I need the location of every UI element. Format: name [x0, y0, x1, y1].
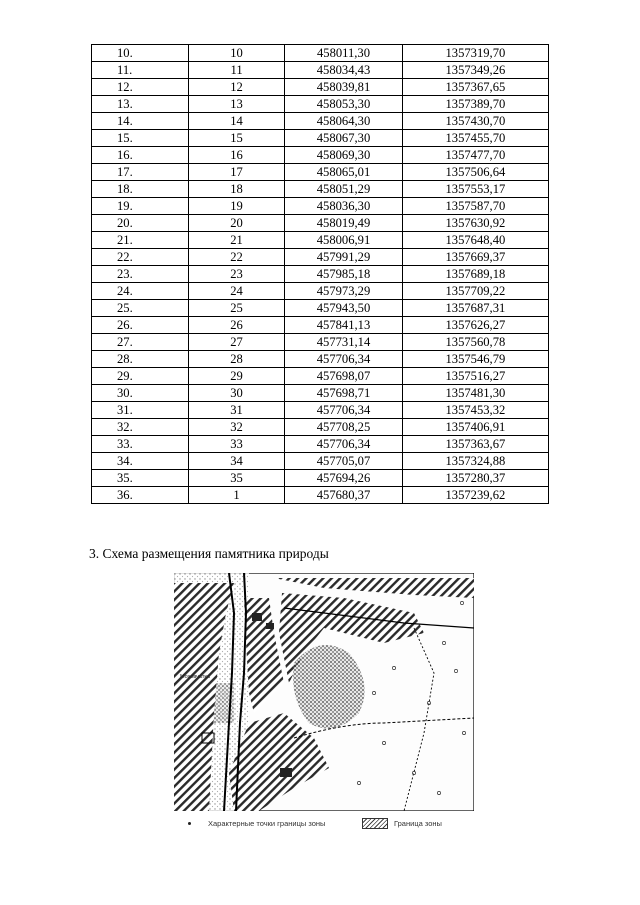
table-cell: 457985,18	[285, 266, 403, 283]
table-cell: 34	[188, 453, 284, 470]
table-row	[92, 249, 549, 266]
table-cell: 11	[188, 62, 284, 79]
table-row	[92, 334, 549, 351]
table-cell: 31.	[92, 402, 189, 419]
table-cell: 29	[188, 368, 284, 385]
table-cell: 10	[188, 45, 284, 62]
table-row	[92, 351, 549, 368]
table-cell: 457706,34	[285, 351, 403, 368]
table-cell: 458067,30	[285, 130, 403, 147]
table-cell: 18	[188, 181, 284, 198]
table-row	[92, 45, 549, 62]
table-cell: 27	[188, 334, 284, 351]
table-row	[92, 215, 549, 232]
table-cell: 19	[188, 198, 284, 215]
table-cell: 458011,30	[285, 45, 403, 62]
table-cell: 457706,34	[285, 402, 403, 419]
table-cell: 1357477,70	[402, 147, 548, 164]
table-cell: 32.	[92, 419, 189, 436]
table-cell: 458019,49	[285, 215, 403, 232]
table-cell: 33.	[92, 436, 189, 453]
table-row	[92, 317, 549, 334]
boundary-point-symbol	[188, 822, 191, 825]
table-cell: 19.	[92, 198, 189, 215]
section-heading: 3. Схема размещения памятника природы	[89, 546, 329, 561]
table-row	[92, 436, 549, 453]
legend-points-label: Характерные точки границы зоны	[208, 819, 326, 828]
table-row	[92, 402, 549, 419]
table-cell: 1357324,88	[402, 453, 548, 470]
table-cell: 20	[188, 215, 284, 232]
table-row	[92, 453, 549, 470]
table-cell: 15	[188, 130, 284, 147]
table-cell: 12.	[92, 79, 189, 96]
zone-swatch	[362, 818, 388, 829]
table-cell: 458065,01	[285, 164, 403, 181]
table-row	[92, 113, 549, 130]
table-cell: 458039,81	[285, 79, 403, 96]
table-row	[92, 164, 549, 181]
table-cell: 457708,25	[285, 419, 403, 436]
table-cell: 1357453,32	[402, 402, 548, 419]
table-cell: 13	[188, 96, 284, 113]
table-cell: 1357363,67	[402, 436, 548, 453]
table-cell: 1357239,62	[402, 487, 548, 504]
table-cell: 1357587,70	[402, 198, 548, 215]
table-cell: 458069,30	[285, 147, 403, 164]
table-cell: 35.	[92, 470, 189, 487]
table-row	[92, 198, 549, 215]
table-cell: 30	[188, 385, 284, 402]
table-row	[92, 181, 549, 198]
table-cell: 457694,26	[285, 470, 403, 487]
table-cell: 457706,34	[285, 436, 403, 453]
table-row	[92, 96, 549, 113]
table-cell: 25.	[92, 300, 189, 317]
table-cell: 29.	[92, 368, 189, 385]
table-cell: 1357280,37	[402, 470, 548, 487]
table-cell: 18.	[92, 181, 189, 198]
table-cell: 1357553,17	[402, 181, 548, 198]
table-cell: 458051,29	[285, 181, 403, 198]
table-cell: 10.	[92, 45, 189, 62]
table-row	[92, 232, 549, 249]
table-cell: 457705,07	[285, 453, 403, 470]
table-row	[92, 79, 549, 96]
table-cell: 13.	[92, 96, 189, 113]
table-cell: 1357367,65	[402, 79, 548, 96]
table-cell: 1357349,26	[402, 62, 548, 79]
table-cell: 457943,50	[285, 300, 403, 317]
table-row	[92, 470, 549, 487]
coordinates-table-body	[92, 45, 549, 504]
table-cell: 457698,07	[285, 368, 403, 385]
table-row	[92, 147, 549, 164]
table-cell: 1357560,78	[402, 334, 548, 351]
table-cell: 458034,43	[285, 62, 403, 79]
table-cell: 31	[188, 402, 284, 419]
table-cell: 457731,14	[285, 334, 403, 351]
table-cell: 26.	[92, 317, 189, 334]
table-cell: 26	[188, 317, 284, 334]
table-cell: 458036,30	[285, 198, 403, 215]
table-cell: 35	[188, 470, 284, 487]
table-row	[92, 487, 549, 504]
table-cell: 1357546,79	[402, 351, 548, 368]
table-row	[92, 368, 549, 385]
table-row	[92, 266, 549, 283]
table-cell: 1357319,70	[402, 45, 548, 62]
table-cell: 28	[188, 351, 284, 368]
table-cell: 30.	[92, 385, 189, 402]
coordinates-table	[91, 44, 549, 504]
table-cell: 27.	[92, 334, 189, 351]
table-cell: 20.	[92, 215, 189, 232]
table-cell: 1357689,18	[402, 266, 548, 283]
table-cell: 457841,13	[285, 317, 403, 334]
table-cell: 1357481,30	[402, 385, 548, 402]
table-cell: 33	[188, 436, 284, 453]
table-cell: 24.	[92, 283, 189, 300]
table-cell: 28.	[92, 351, 189, 368]
table-cell: 34.	[92, 453, 189, 470]
table-cell: 36.	[92, 487, 189, 504]
table-cell: 458053,30	[285, 96, 403, 113]
table-cell: 1357626,27	[402, 317, 548, 334]
table-cell: 1357455,70	[402, 130, 548, 147]
table-cell: 1357709,22	[402, 283, 548, 300]
table-cell: 1357516,27	[402, 368, 548, 385]
map-label-mokhovchatka: Моховчатка	[180, 674, 210, 680]
table-cell: 25	[188, 300, 284, 317]
table-cell: 17	[188, 164, 284, 181]
site-map	[174, 573, 474, 811]
table-cell: 457973,29	[285, 283, 403, 300]
table-cell: 1357669,37	[402, 249, 548, 266]
table-row	[92, 283, 549, 300]
table-cell: 1357389,70	[402, 96, 548, 113]
table-cell: 1357687,31	[402, 300, 548, 317]
table-cell: 22.	[92, 249, 189, 266]
table-row	[92, 300, 549, 317]
table-cell: 16.	[92, 147, 189, 164]
table-row	[92, 130, 549, 147]
table-cell: 24	[188, 283, 284, 300]
table-cell: 458006,91	[285, 232, 403, 249]
table-cell: 457698,71	[285, 385, 403, 402]
table-row	[92, 419, 549, 436]
map-legend	[184, 818, 474, 832]
table-cell: 14	[188, 113, 284, 130]
table-cell: 1357630,92	[402, 215, 548, 232]
table-cell: 16	[188, 147, 284, 164]
table-cell: 1	[188, 487, 284, 504]
table-cell: 23.	[92, 266, 189, 283]
table-cell: 32	[188, 419, 284, 436]
table-cell: 14.	[92, 113, 189, 130]
table-cell: 12	[188, 79, 284, 96]
table-cell: 22	[188, 249, 284, 266]
legend-zone-label: Граница зоны	[394, 819, 442, 828]
table-row	[92, 385, 549, 402]
table-row	[92, 62, 549, 79]
table-cell: 21.	[92, 232, 189, 249]
table-cell: 23	[188, 266, 284, 283]
table-cell: 17.	[92, 164, 189, 181]
table-cell: 1357406,91	[402, 419, 548, 436]
table-cell: 457680,37	[285, 487, 403, 504]
table-cell: 15.	[92, 130, 189, 147]
table-cell: 458064,30	[285, 113, 403, 130]
table-cell: 21	[188, 232, 284, 249]
table-cell: 1357430,70	[402, 113, 548, 130]
table-cell: 11.	[92, 62, 189, 79]
table-cell: 457991,29	[285, 249, 403, 266]
table-cell: 1357648,40	[402, 232, 548, 249]
table-cell: 1357506,64	[402, 164, 548, 181]
